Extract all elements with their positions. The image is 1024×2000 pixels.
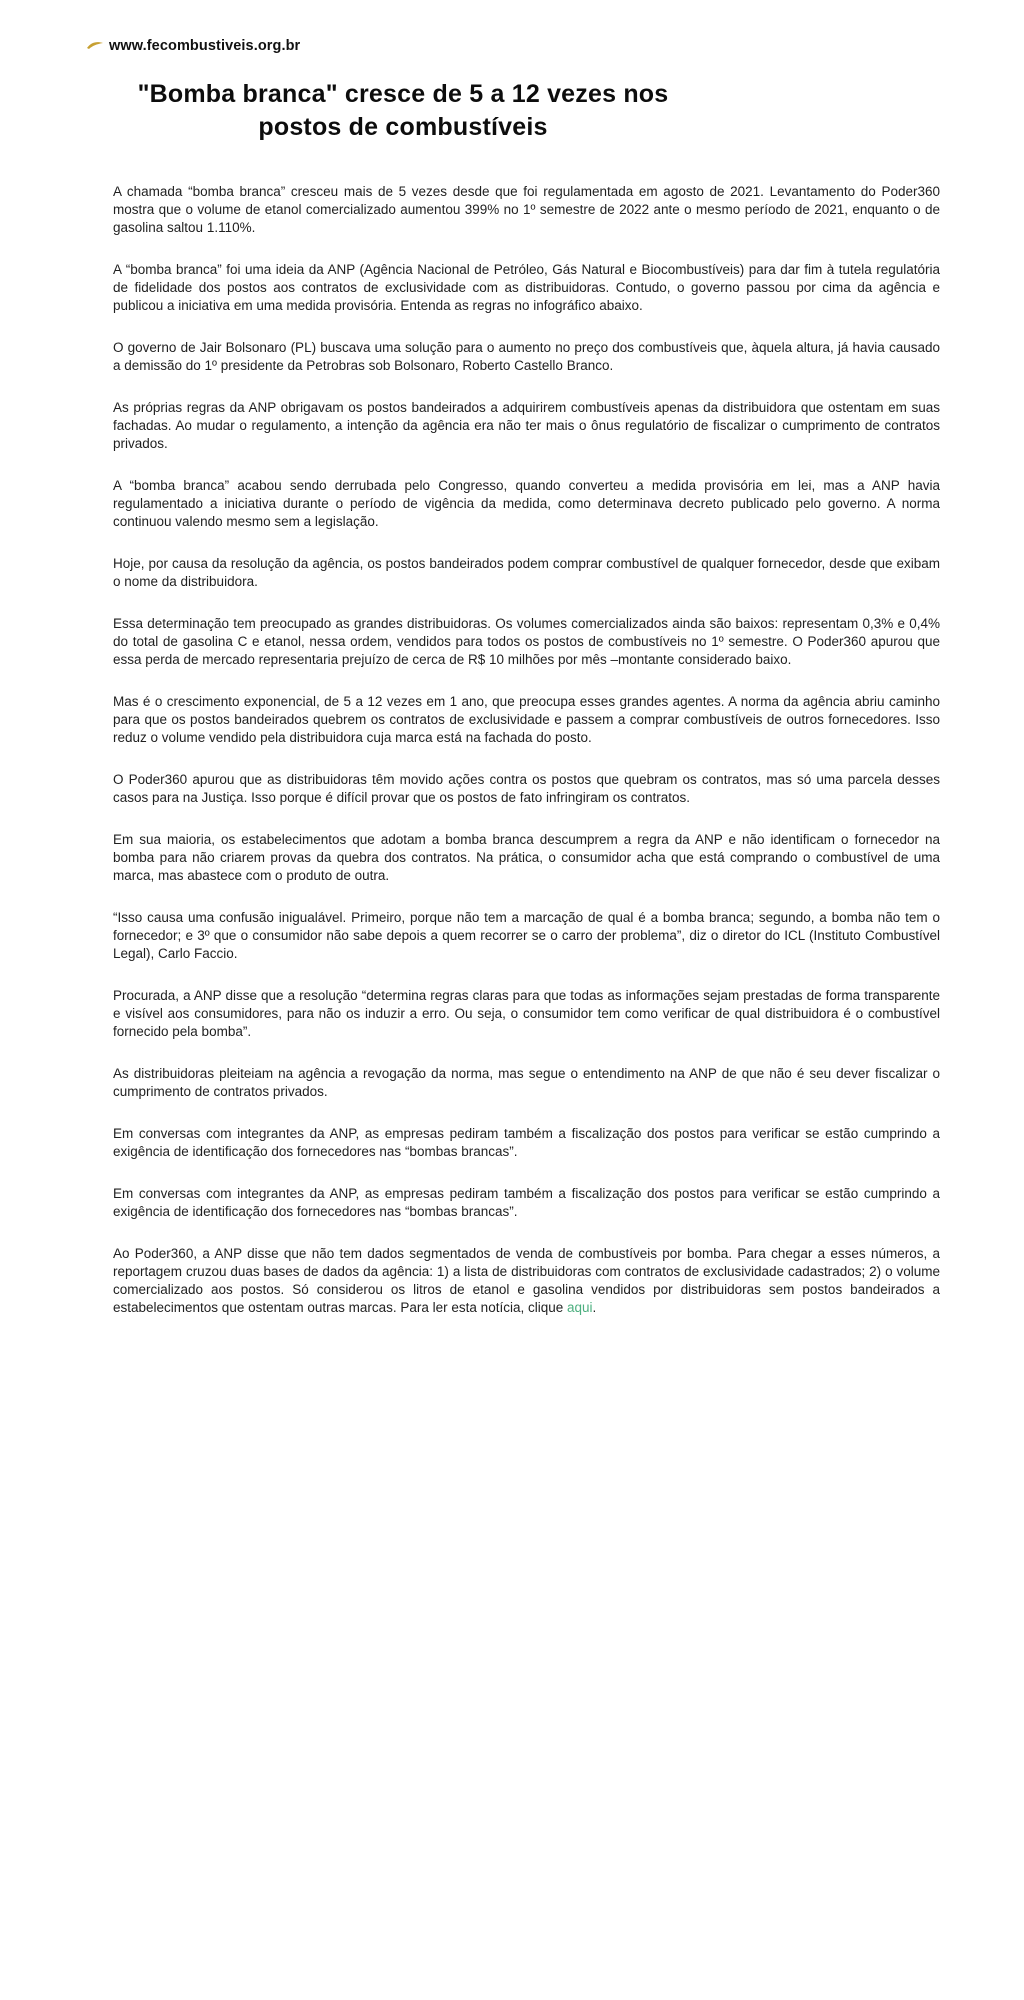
aqui-link[interactable]: aqui	[566, 1300, 593, 1315]
page-title: "Bomba branca" cresce de 5 a 12 vezes nos postos de combustíveis	[137, 80, 669, 141]
article-paragraph: Em conversas com integrantes da ANP, as empresas pediram também a fiscalização dos postos para verificar se estão cumprindo a exigência de identificação dos fornecedores nas “bombas brancas”.	[113, 1186, 940, 1219]
article-paragraph: As distribuidoras pleiteiam na agência a revogação da norma, mas segue o entendimento na ANP de que não é seu dever fiscalizar o cumprimento de contratos privados.	[113, 1066, 940, 1099]
article-paragraph: A chamada “bomba branca” cresceu mais de 5 vezes desde que foi regulamentada em agosto de 2021. Levantamento do Poder360 mostra que o volume de etanol comercializado aumentou 399% no 1º semestre de 2022 ante o mesmo período de 2021, enquanto o de gasolina saltou 1.110%.	[113, 184, 940, 235]
article-paragraph: As próprias regras da ANP obrigavam os postos bandeirados a adquirirem combustíveis apenas da distribuidora que ostentam em suas fachadas. Ao mudar o regulamento, a intenção da agência era não ter mais o ônus regulatório de fiscalizar o cumprimento de contratos privados.	[113, 400, 940, 451]
article-paragraph: O Poder360 apurou que as distribuidoras têm movido ações contra os postos que quebram os contratos, mas só uma parcela desses casos para na Justiça. Isso porque é difícil provar que os postos de fato infringiram os contratos.	[113, 772, 940, 805]
article-paragraph: Em sua maioria, os estabelecimentos que adotam a bomba branca descumprem a regra da ANP e não identificam o fornecedor na bomba para não criarem provas da quebra dos contratos. Na prática, o consumidor acha que está comprando o combustível de uma marca, mas abastece com o produto de outra.	[113, 832, 940, 883]
article-paragraph: Essa determinação tem preocupado as grandes distribuidoras. Os volumes comercializados ainda são baixos: representam 0,3% e 0,4% do total de gasolina C e etanol, nessa ordem, vendidos para todos os postos de combustíveis no 1º semestre. O Poder360 apurou que essa perda de mercado representaria prejuízo de cerca de R$ 10 milhões por mês –montante considerado baixo.	[113, 616, 940, 667]
article-paragraph: A “bomba branca” foi uma ideia da ANP (Agência Nacional de Petróleo, Gás Natural e Biocombustíveis) para dar fim à tutela regulatória de fidelidade dos postos aos contratos de exclusividade com as distribuidoras. Contudo, o governo passou por cima da agência e publicou a iniciativa em uma medida provisória. Entenda as regras no infográfico abaixo.	[113, 262, 940, 313]
article-paragraph: Procurada, a ANP disse que a resolução “determina regras claras para que todas as informações sejam prestadas de forma transparente e visível aos consumidores, para não os induzir a erro. Ou seja, o consumidor tem como verificar de qual distribuidora é o combustível fornecido pela bomba”.	[113, 988, 940, 1039]
final-paragraph-text: Ao Poder360, a ANP disse que não tem dados segmentados de venda de combustíveis por bomba. Para chegar a esses números, a reportagem cruzou duas bases de dados da agência: 1) a lista de distribuidoras com contratos de exclusividade cadastrados; 2) o volume comercializado aos postos. Só considerou os litros de etanol e gasolina vendidos por distribuidoras sem postos bandeirados a estabelecimentos que ostentam outras marcas. Para ler esta notícia, clique	[113, 1246, 940, 1315]
article-paragraph: Em conversas com integrantes da ANP, as empresas pediram também a fiscalização dos postos para verificar se estão cumprindo a exigência de identificação dos fornecedores nas “bombas brancas”.	[113, 1126, 940, 1159]
gold-swoosh-icon	[86, 40, 104, 52]
article-paragraph: O governo de Jair Bolsonaro (PL) buscava uma solução para o aumento no preço dos combustíveis que, àquela altura, já havia causado a demissão do 1º presidente da Petrobras sob Bolsonaro, Roberto Castello Branco.	[113, 340, 940, 373]
article-paragraph: Hoje, por causa da resolução da agência, os postos bandeirados podem comprar combustível de qualquer fornecedor, desde que exibam o nome da distribuidora.	[113, 556, 940, 589]
final-paragraph-period: .	[592, 1300, 597, 1315]
article-paragraph: “Isso causa uma confusão inigualável. Primeiro, porque não tem a marcação de qual é a bomba branca; segundo, a bomba não tem o fornecedor; e 3º que o consumidor não sabe depois a quem recorrer se o carro der problema”, diz o diretor do ICL (Instituto Combustível Legal), Carlo Faccio.	[113, 910, 940, 961]
article-paragraph: Mas é o crescimento exponencial, de 5 a 12 vezes em 1 ano, que preocupa esses grandes agentes. A norma da agência abriu caminho para que os postos bandeirados quebrem os contratos de exclusividade e passem a comprar combustíveis de outros fornecedores. Isso reduz o volume vendido pela distribuidora cuja marca está na fachada do posto.	[113, 694, 940, 745]
site-header	[86, 38, 300, 54]
site-url-label: www.fecombustiveis.org.br	[109, 38, 301, 54]
article-paragraph: A “bomba branca” acabou sendo derrubada pelo Congresso, quando converteu a medida provisória em lei, mas a ANP havia regulamentado a iniciativa durante o período de vigência da medida, como determinava decreto publicado pelo governo. A norma continuou valendo mesmo sem a legislação.	[113, 478, 940, 529]
article-body	[113, 183, 940, 1341]
article-paragraph-final	[113, 1245, 940, 1317]
